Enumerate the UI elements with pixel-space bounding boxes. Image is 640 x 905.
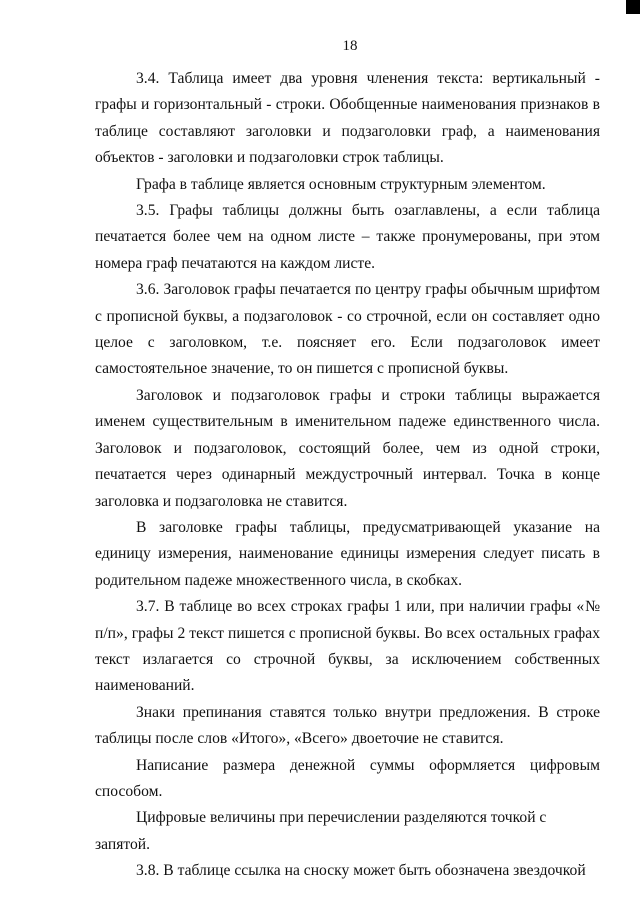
paragraph-3-5: 3.5. Графы таблицы должны быть озаглавлены, а если таблица печатается более чем на одном листе – также пронумерованы, при этом номера граф печатаются на каждом листе. (95, 202, 600, 272)
page-number: 18 (342, 38, 358, 54)
paragraph-punctuation: Знаки препинания ставятся только внутри предложения. В строке таблицы после слов «Итого», «Всего» двоеточие не ставится. (95, 703, 600, 748)
paragraph-units: В заголовке графы таблицы, предусматривающей указание на единицу измерения, наименование единицы измерения следует писать в родительном падеже множественного числа, в скобках. (95, 518, 600, 589)
paragraph-3-8: 3.8. В таблице ссылка на сноску может быть обозначена звездочкой (136, 862, 586, 880)
scan-corner-mark (626, 0, 640, 14)
paragraph-3-7: 3.7. В таблице во всех строках графы 1 или, при наличии графы «№ п/п», графы 2 текст пишется с прописной буквы. Во всех остальных графах текст излагается со строчной буквы, за исключением собственных наименований. (95, 598, 600, 695)
paragraph-numeric-values: Цифровые величины при перечислении разделяются точкой с запятой. (95, 809, 547, 853)
paragraph-structural-element: Графа в таблице является основным структурным элементом. (136, 175, 546, 193)
document-body (95, 66, 600, 885)
paragraph-heading-form: Заголовок и подзаголовок графы и строки таблицы выражается именем существительным в именительном падеже единственного числа. Заголовок и подзаголовок, состоящий более, чем из одной строки, печатается через одинарный междустрочный интервал. Точка в конце заголовка и подзаголовка не ставится. (95, 386, 600, 510)
paragraph-3-4: 3.4. Таблица имеет два уровня членения текста: вертикальный - графы и горизонтальный - строки. Обобщенные наименования признаков в таблице составляют заголовки и подзаголовки граф, а наименования объектов - заголовки и подзаголовки строк таблицы. (95, 70, 600, 167)
paragraph-3-6: 3.6. Заголовок графы печатается по центру графы обычным шрифтом с прописной буквы, а подзаголовок - со строчной, если он составляет одно целое с заголовком, т.е. поясняет его. Если подзаголовок имеет самостоятельное значение, то он пишется с прописной буквы. (95, 281, 600, 378)
paragraph-money: Написание размера денежной суммы оформляется цифровым способом. (95, 756, 600, 800)
